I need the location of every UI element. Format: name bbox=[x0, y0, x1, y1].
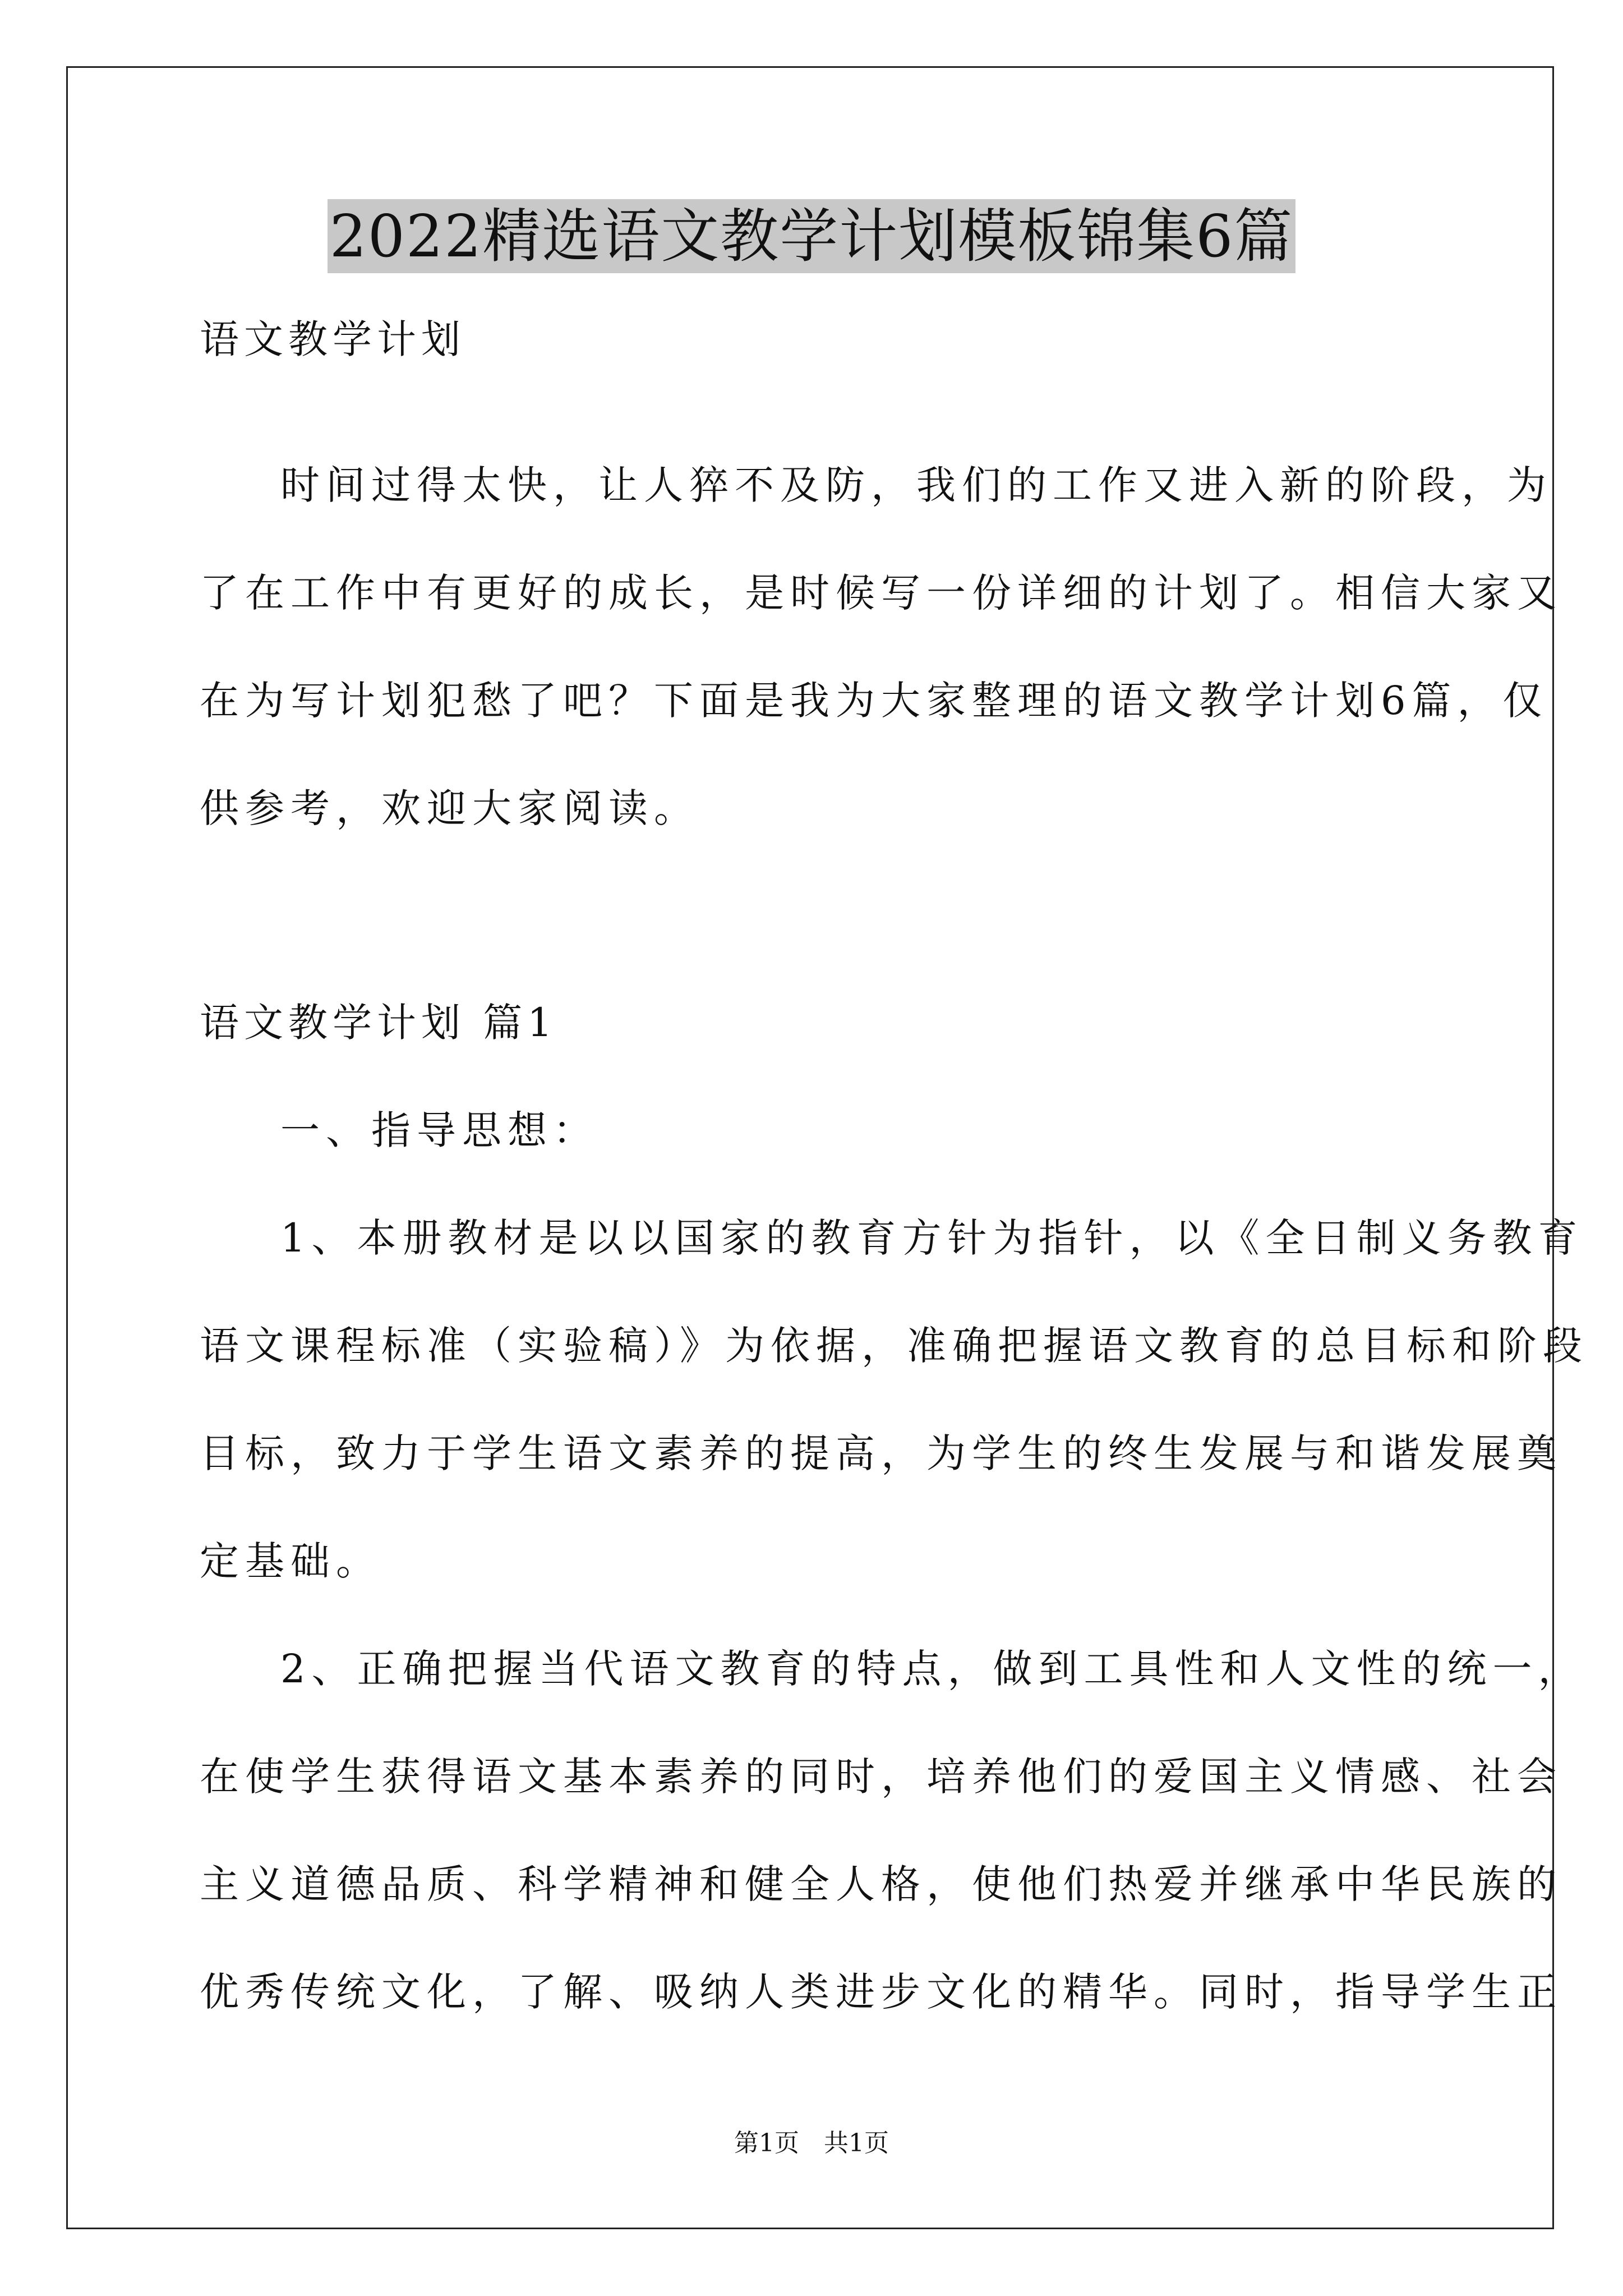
paragraph-line: 供参考，欢迎大家阅读。 bbox=[200, 785, 699, 831]
section-heading: 语文教学计划 bbox=[200, 316, 465, 362]
paragraph-line: 语文课程标准（实验稿）》为依据，准确把握语文教育的总目标和阶段 bbox=[200, 1323, 1588, 1369]
section-heading: 语文教学计划 篇1 bbox=[200, 1000, 557, 1046]
page-footer: 第1页 共1页 bbox=[734, 2129, 889, 2157]
paragraph-line: 在为写计划犯愁了吧？下面是我为大家整理的语文教学计划6篇，仅 bbox=[200, 678, 1548, 724]
paragraph-line: 了在工作中有更好的成长，是时候写一份详细的计划了。相信大家又 bbox=[200, 570, 1562, 616]
paragraph-line: 时间过得太快，让人猝不及防，我们的工作又进入新的阶段，为 bbox=[280, 462, 1552, 508]
paragraph-line: 主义道德品质、科学精神和健全人格，使他们热爱并继承中华民族的 bbox=[200, 1861, 1562, 1907]
paragraph-line: 定基础。 bbox=[200, 1538, 381, 1584]
paragraph-line: 目标，致力于学生语文素养的提高，为学生的终生发展与和谐发展奠 bbox=[200, 1430, 1562, 1476]
paragraph-line: 1、本册教材是以以国家的教育方针为指针，以《全日制义务教育 bbox=[280, 1215, 1584, 1261]
paragraph-line: 在使学生获得语文基本素养的同时，培养他们的爱国主义情感、社会 bbox=[200, 1754, 1562, 1800]
subheading: 一、指导思想： bbox=[280, 1107, 598, 1153]
document-title: 2022精选语文教学计划模板锦集6篇 bbox=[328, 199, 1296, 273]
paragraph-line: 优秀传统文化，了解、吸纳人类进步文化的精华。同时，指导学生正 bbox=[200, 1969, 1562, 2015]
title-container bbox=[0, 199, 1623, 273]
paragraph-line: 2、正确把握当代语文教育的特点，做到工具性和人文性的统一， bbox=[280, 1646, 1584, 1692]
